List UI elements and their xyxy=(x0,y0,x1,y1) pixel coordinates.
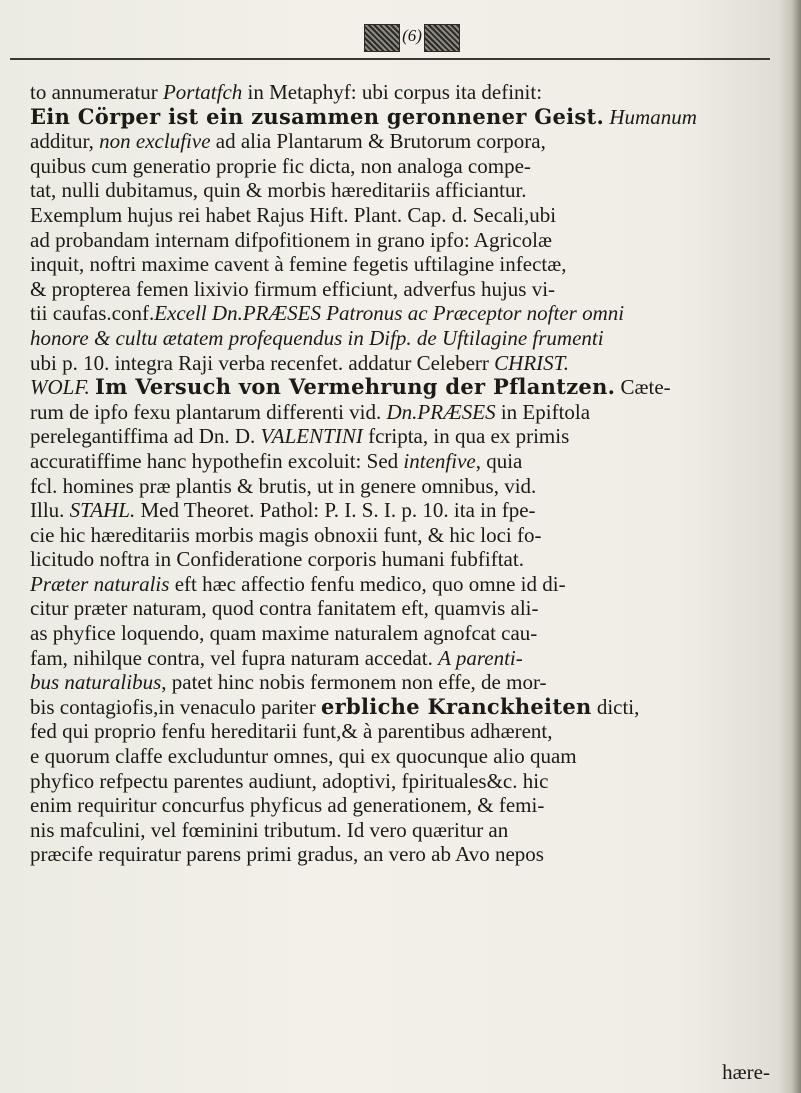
roman-segment: cie hic hæreditariis morbis magis obnoxii funt, & hic loci fo- xyxy=(30,522,542,547)
fraktur-segment: Im Versuch von Vermehrung der Pflantzen. xyxy=(94,375,616,400)
text-line xyxy=(30,818,770,843)
text-line xyxy=(30,301,770,326)
roman-segment: enim requiritur concurfus phyficus ad generationem, & femi- xyxy=(30,793,545,818)
roman-segment: tii caufas.conf. xyxy=(30,301,155,326)
text-line xyxy=(30,523,770,548)
text-line xyxy=(30,80,770,105)
italic-segment: Præter naturalis xyxy=(30,571,170,596)
text-line xyxy=(30,842,770,867)
roman-segment: & propterea femen lixivio firmum efficiunt, adverfus hujus vi- xyxy=(30,276,556,301)
text-line xyxy=(30,670,770,695)
text-line xyxy=(30,719,770,744)
roman-segment: in Metaphyf: ubi corpus ita definit: xyxy=(242,80,543,104)
text-line xyxy=(30,351,770,376)
ornament-right-icon xyxy=(424,24,460,52)
italic-segment: non exclufive xyxy=(99,129,211,154)
roman-segment: perelegantiffima ad Dn. D. xyxy=(30,424,261,449)
roman-segment: Exemplum hujus rei habet Rajus Hift. Plant. Cap. d. Secali,ubi xyxy=(30,202,557,227)
fraktur-segment: erbliche Kranckheiten xyxy=(321,694,592,719)
roman-segment: tat, nulli dubitamus, quin & morbis hæreditariis afficiantur. xyxy=(30,178,527,203)
italic-segment: bus naturalibus xyxy=(30,670,162,695)
text-line xyxy=(30,596,770,621)
text-line xyxy=(30,769,770,794)
text-line xyxy=(30,695,770,720)
roman-segment: ad alia Plantarum & Brutorum corpora, xyxy=(210,129,546,154)
roman-segment: fed qui proprio fenfu hereditarii funt,& à parentibus adhærent, xyxy=(30,719,553,744)
roman-segment: rum de ipfo fexu plantarum differenti vid. xyxy=(30,399,387,424)
text-line xyxy=(30,572,770,597)
italic-segment: Dn.PRÆSES xyxy=(386,399,496,424)
text-line xyxy=(30,621,770,646)
roman-segment: phyfico refpectu parentes audiunt, adoptivi, fpirituales&c. hic xyxy=(30,768,549,793)
text-line xyxy=(30,252,770,277)
text-line xyxy=(30,228,770,253)
text-line xyxy=(30,375,770,400)
roman-segment: accuratiffime hanc hypothefin excoluit: Sed xyxy=(30,448,404,473)
italic-segment: honore & cultu ætatem profequendus in Difp. de Uftilagine frumenti xyxy=(30,325,604,350)
roman-segment: nis mafculini, vel fœminini tributum. Id vero quæritur an xyxy=(30,817,509,842)
roman-segment: ubi p. 10. integra Raji verba recenfet. addatur Celeberr xyxy=(30,350,495,375)
text-line xyxy=(30,449,770,474)
text-line xyxy=(30,154,770,179)
roman-segment: inquit, noftri maxime cavent à femine fegetis uftilagine infectæ, xyxy=(30,252,567,277)
body-text xyxy=(30,80,770,867)
roman-segment: fcl. homines præ plantis & brutis, ut in genere omnibus, vid. xyxy=(30,473,537,498)
text-line xyxy=(30,105,770,130)
page-header xyxy=(10,24,770,64)
catchword: hære- xyxy=(722,1060,770,1084)
roman-segment: citur præter naturam, quod contra fanitatem eft, quamvis ali- xyxy=(30,596,539,621)
roman-segment: fam, nihilque contra, vel fupra naturam accedat. xyxy=(30,645,439,670)
roman-segment: in Epiftola xyxy=(495,399,591,424)
italic-segment: STAHL. xyxy=(69,498,136,523)
ornament-left-icon xyxy=(364,24,400,52)
roman-segment: additur, xyxy=(30,129,100,154)
roman-segment: , quia xyxy=(475,448,523,473)
text-line xyxy=(30,424,770,449)
text-line xyxy=(30,326,770,351)
text-line xyxy=(30,744,770,769)
roman-segment: to annumeratur xyxy=(30,80,163,104)
italic-segment: A parenti- xyxy=(438,645,523,670)
roman-segment: bis contagiofis,in venaculo pariter xyxy=(30,694,321,719)
italic-segment: Humanum xyxy=(609,104,697,129)
italic-segment: WOLF. xyxy=(30,375,90,400)
italic-segment: intenfive xyxy=(403,448,476,473)
roman-segment: præcife requiratur parens primi gradus, an vero ab Avo nepos xyxy=(30,842,544,867)
roman-segment: ad probandam internam difpofitionem in grano ipfo: Agricolæ xyxy=(30,227,552,252)
roman-segment: as phyfice loquendo, quam maxime naturalem agnofcat cau- xyxy=(30,621,538,646)
roman-segment: fcripta, in qua ex primis xyxy=(362,424,570,449)
italic-segment: Excell Dn.PRÆSES Patronus ac Præceptor nofter omni xyxy=(154,301,625,326)
roman-segment: eft hæc affectio fenfu medico, quo omne id di- xyxy=(169,571,566,596)
italic-segment: Portatfch xyxy=(162,80,243,104)
text-line xyxy=(30,203,770,228)
text-line xyxy=(30,646,770,671)
roman-segment: licitudo noftra in Confideratione corporis humani fubfiftat. xyxy=(30,547,524,572)
page-edge-shadow xyxy=(779,0,801,1093)
roman-segment: dicti, xyxy=(591,694,640,719)
text-line xyxy=(30,547,770,572)
text-line xyxy=(30,178,770,203)
fraktur-segment: Ein Cörper ist ein zusammen geronnener Geist. xyxy=(30,104,605,129)
italic-segment: CHRIST. xyxy=(494,350,570,375)
text-line xyxy=(30,400,770,425)
text-line xyxy=(30,277,770,302)
text-line xyxy=(30,793,770,818)
text-line xyxy=(30,498,770,523)
page-number: (6) xyxy=(402,26,422,45)
roman-segment: Med Theoret. Pathol: P. I. S. I. p. 10. ita in fpe- xyxy=(135,498,536,523)
italic-segment: VALENTINI xyxy=(260,424,363,449)
roman-segment: Illu. xyxy=(30,498,70,523)
roman-segment: Cæte- xyxy=(615,375,671,400)
header-rule xyxy=(10,58,770,60)
roman-segment: quibus cum generatio proprie fic dicta, non analoga compe- xyxy=(30,153,531,178)
roman-segment: , patet hinc nobis fermonem non effe, de mor- xyxy=(161,670,547,695)
text-line xyxy=(30,474,770,499)
roman-segment: e quorum claffe excluduntur omnes, qui ex quocunque alio quam xyxy=(30,744,577,769)
text-line xyxy=(30,129,770,154)
